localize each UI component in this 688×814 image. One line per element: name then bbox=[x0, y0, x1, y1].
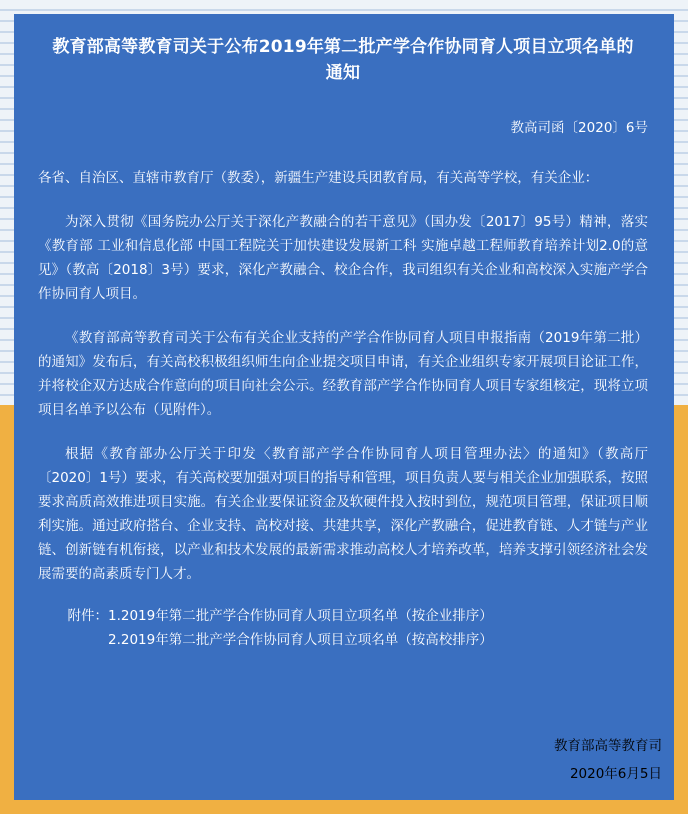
paragraph-3: 根据《教育部办公厅关于印发〈教育部产学合作协同育人项目管理办法〉的通知》（教高厅〔2020〕1号）要求，有关高校要加强对项目的指导和管理，项目负责人要与相关企业加强联系，按照要求高质高效推进项目实施。有关企业要保证资金及软硬件投入按时到位，规范项目管理，保证项目顺利实施。通过政府搭台、企业支持、高校对接、共建共享，深化产教融合，促进教育链、人才链与产业链、创新链有机衔接，以产业和技术发展的最新需求推动高校人才培养改革，培养支撑引领经济社会发展需要的高素质专门人才。 bbox=[38, 446, 648, 582]
attachments-list bbox=[38, 604, 648, 652]
attachment-item: 2.2019年第二批产学合作协同育人项目立项名单（按高校排序） bbox=[108, 632, 493, 648]
paragraph-1: 为深入贯彻《国务院办公厅关于深化产教融合的若干意见》（国办发〔2017〕95号）精神，落实《教育部 工业和信息化部 中国工程院关于加快建设发展新工科 实施卓越工程师教育培养计划2.0的意见》（教高〔2018〕3号）要求，深化产教融合、校企合作，我司组织有关企业和高校深入实施产学合作协同育人项目。 bbox=[38, 214, 648, 302]
attachments-label: 附件： bbox=[67, 608, 108, 624]
paragraph-2: 《教育部高等教育司关于公布有关企业支持的产学合作协同育人项目申报指南（2019年第二批）的通知》发布后，有关高校积极组织师生向企业提交项目申请，有关企业组织专家开展项目论证工作，并将校企双方达成合作意向的项目向社会公示。经教育部产学合作协同育人项目专家组核定，现将立项项目名单予以公布（见附件）。 bbox=[38, 330, 648, 418]
document-number: 教高司函〔2020〕6号 bbox=[510, 120, 648, 136]
notice-panel bbox=[14, 14, 674, 800]
attachment-row bbox=[38, 628, 648, 652]
attachment-item: 1.2019年第二批产学合作协同育人项目立项名单（按企业排序） bbox=[108, 608, 493, 624]
addressee-line: 各省、自治区、直辖市教育厅（教委），新疆生产建设兵团教育局，有关高等学校，有关企业： bbox=[38, 170, 599, 186]
attachment-row bbox=[38, 604, 648, 628]
signature-block bbox=[554, 732, 662, 788]
notice-title: 教育部高等教育司关于公布2019年第二批产学合作协同育人项目立项名单的通知 bbox=[52, 37, 634, 83]
issue-date: 2020年6月5日 bbox=[569, 766, 662, 782]
issuer-name: 教育部高等教育司 bbox=[554, 738, 662, 754]
